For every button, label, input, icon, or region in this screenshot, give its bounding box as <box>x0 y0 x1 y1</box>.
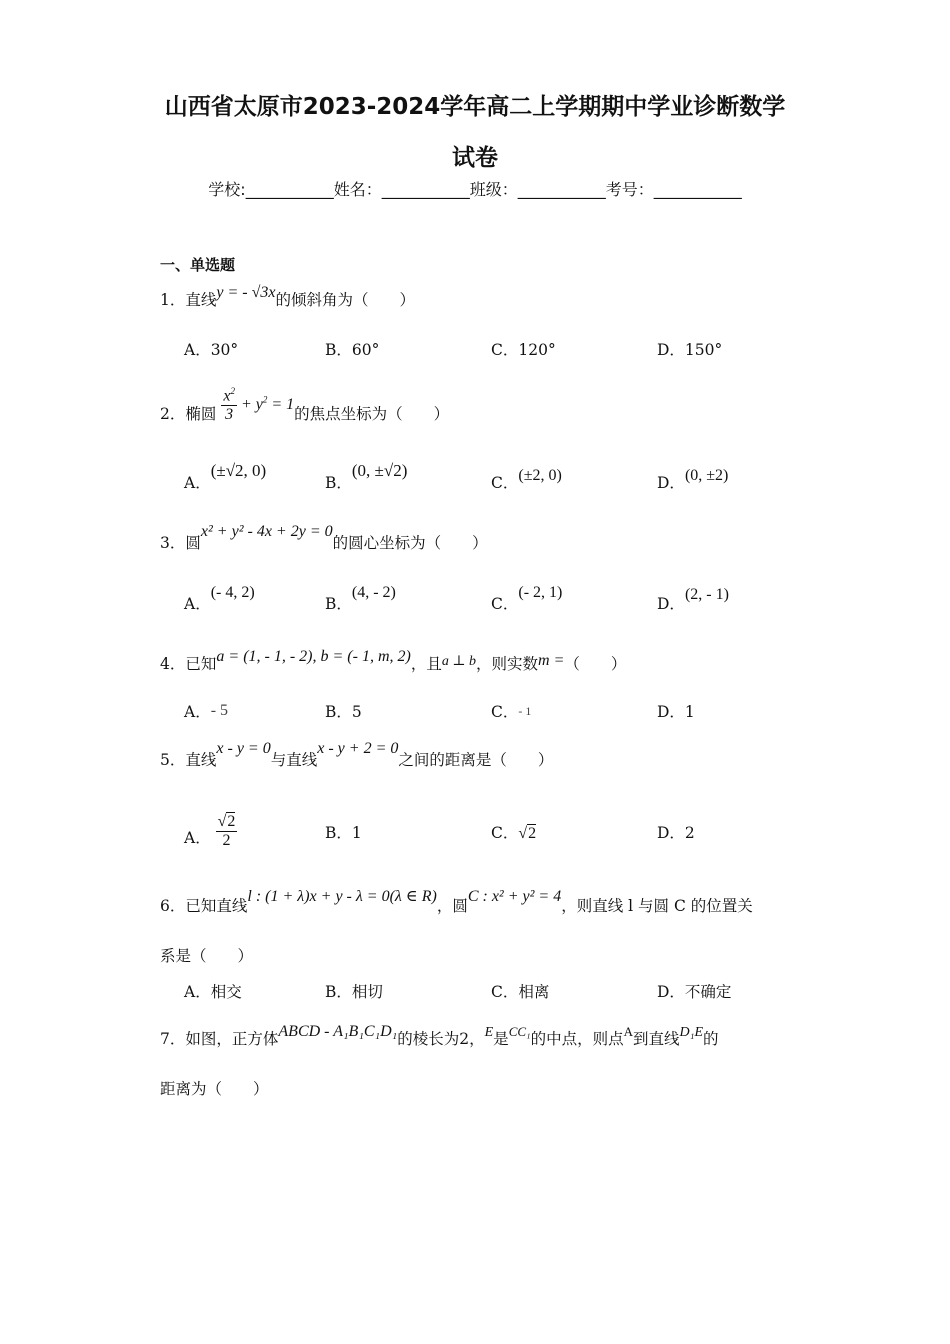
student-info: 学校:___________姓名：___________班级：___________考号：___________ <box>208 180 742 199</box>
q1-option-d[interactable]: D．150° <box>657 341 723 359</box>
question-1: 1．直线y = - √3x的倾斜角为（ ） <box>160 284 416 309</box>
title-line1: 山西省太原市2023-2024学年高二上学期期中学业诊断数学 <box>164 94 786 120</box>
q1-option-a[interactable]: A．30° <box>184 341 239 359</box>
q1-option-b[interactable]: B．60° <box>325 341 380 359</box>
question-4: 4．已知a = (1, - 1, - 2), b = (- 1, m, 2)，且a ⊥ b，则实数m =（ ） <box>160 648 627 673</box>
q4-option-c[interactable]: C．- 1 <box>491 703 532 721</box>
ellipse-equation: $\frac{x^2}{3}$ + $y^2 = 1$ <box>223 386 295 423</box>
title-line2: 试卷 <box>452 145 498 171</box>
section-heading: 一、单选题 <box>160 256 236 274</box>
q2-option-c[interactable]: C．(±2, 0) <box>491 467 562 492</box>
q3-option-c[interactable]: C．(- 2, 1) <box>491 584 563 613</box>
question-5: 5．直线x - y = 0与直线x - y + 2 = 0之间的距离是（ ） <box>160 740 554 769</box>
q5-option-a[interactable]: A． $\frac{√2}{2}$ <box>184 813 236 849</box>
q2-option-b[interactable]: B．(0, ±√2) <box>325 461 408 492</box>
q1-option-c[interactable]: C．120° <box>491 341 556 359</box>
q2-option-d[interactable]: D．(0, ±2) <box>657 467 729 492</box>
question-2: 2．椭圆 $\frac{x^2}{3}$ + $y^2 = 1$的焦点坐标为（ ） <box>160 386 450 423</box>
sqrt2-over-2: $\frac{√2}{2}$ <box>217 813 236 849</box>
q6-option-b[interactable]: B．相切 <box>325 983 383 1001</box>
question-3: 3．圆x² + y² - 4x + 2y = 0的圆心坐标为（ ） <box>160 523 488 552</box>
question-6: 6．已知直线l : (1 + λ)x + y - λ = 0(λ ∈ R)，圆C : x² + y² = 4，则直线 l 与圆 C 的位置关 <box>160 888 753 915</box>
q4-option-d[interactable]: D．1 <box>657 703 695 721</box>
q6-option-d[interactable]: D．不确定 <box>657 983 732 1001</box>
q3-option-d[interactable]: D．(2, - 1) <box>657 586 729 613</box>
q4-option-a[interactable]: A．- 5 <box>184 702 229 721</box>
q5-option-c[interactable]: C．√2 <box>491 824 537 842</box>
q5-option-b[interactable]: B．1 <box>325 824 362 842</box>
q3-option-b[interactable]: B．(4, - 2) <box>325 584 396 613</box>
q2-option-a[interactable]: A．(±√2, 0) <box>184 461 267 492</box>
question-6-line2: 系是（ ） <box>160 947 254 965</box>
q6-option-a[interactable]: A．相交 <box>184 983 242 1001</box>
q6-option-c[interactable]: C．相离 <box>491 983 550 1001</box>
q5-option-d[interactable]: D．2 <box>657 824 695 842</box>
question-7: 7．如图，正方体ABCD - A₁B₁C₁D₁的棱长为2，E是$^{CC_1}$的中点，则点$^A$到直线D₁E的 <box>160 1023 719 1048</box>
question-7-line2: 距离为（ ） <box>160 1080 269 1098</box>
q3-option-a[interactable]: A．(- 4, 2) <box>184 584 255 613</box>
q4-option-b[interactable]: B．5 <box>325 703 362 721</box>
